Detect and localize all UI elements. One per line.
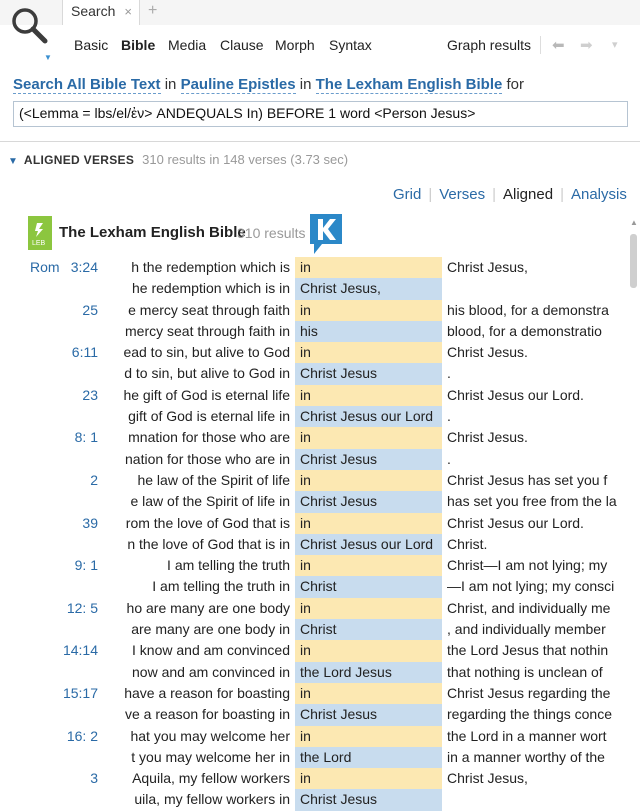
- left-context: [110, 408, 290, 424]
- toolbar-divider: [540, 36, 541, 54]
- table-row[interactable]: [0, 427, 628, 448]
- right-context: blood, for a demonstratio: [447, 322, 602, 339]
- aligned-match[interactable]: in: [295, 300, 442, 321]
- view-verses-link[interactable]: Verses: [439, 186, 486, 203]
- table-row[interactable]: [0, 278, 628, 299]
- left-context: [110, 280, 290, 296]
- left-context-text: nation for those who are in: [125, 450, 290, 467]
- right-context: Christ Jesus our Lord.: [447, 514, 584, 531]
- scroll-up-icon[interactable]: ▲: [630, 218, 638, 227]
- left-context: [110, 536, 290, 552]
- left-context: [110, 770, 290, 786]
- aligned-match[interactable]: in: [295, 427, 442, 448]
- right-context: .: [447, 450, 451, 467]
- left-context-text: Aquila, my fellow workers: [132, 770, 290, 787]
- resource-results-count: 310 results: [237, 225, 306, 241]
- table-row[interactable]: [0, 406, 628, 427]
- verse-reference[interactable]: 8: 1: [74, 429, 98, 446]
- table-row[interactable]: [0, 300, 628, 321]
- query-in-text: in: [295, 76, 316, 93]
- table-row[interactable]: [0, 321, 628, 342]
- view-analysis-link[interactable]: Analysis: [570, 186, 627, 203]
- table-row[interactable]: [0, 683, 628, 704]
- section-title: ALIGNED VERSES: [23, 153, 135, 167]
- table-row[interactable]: [0, 534, 628, 555]
- chevron-down-icon[interactable]: ▼: [44, 53, 52, 62]
- aligned-match[interactable]: Christ Jesus: [295, 704, 442, 725]
- left-context: [110, 451, 290, 467]
- left-context: [110, 323, 290, 339]
- aligned-match[interactable]: in: [295, 640, 442, 661]
- right-context: Christ Jesus,: [447, 770, 528, 787]
- view-aligned-link[interactable]: Aligned: [503, 186, 554, 203]
- left-context-text: n the love of God that is in: [127, 535, 290, 552]
- left-context-text: gift of God is eternal life in: [128, 408, 290, 425]
- results-count: 310 results in 148 verses (3.73 sec): [142, 152, 349, 167]
- right-context: that nothing is unclean of: [447, 663, 603, 680]
- table-row[interactable]: [0, 491, 628, 512]
- verse-reference[interactable]: 9: 1: [74, 557, 98, 574]
- aligned-match[interactable]: in: [295, 555, 442, 576]
- verse-reference[interactable]: 39: [82, 514, 98, 531]
- aligned-match[interactable]: in: [295, 513, 442, 534]
- table-row[interactable]: [0, 470, 628, 491]
- right-context: , and individually member: [447, 621, 606, 638]
- aligned-match[interactable]: Christ Jesus: [295, 363, 442, 384]
- left-context-text: I know and am convinced: [132, 642, 290, 659]
- tab-clause[interactable]: Clause: [220, 37, 264, 53]
- right-context: Christ Jesus,: [447, 259, 528, 275]
- left-context-text: e law of the Spirit of life in: [130, 493, 290, 510]
- right-context: .: [447, 365, 451, 382]
- left-context: [110, 685, 290, 701]
- verse-reference[interactable]: 16: 2: [66, 727, 98, 744]
- left-context-text: h the redemption which is: [131, 259, 290, 275]
- right-context: Christ—I am not lying; my: [447, 557, 608, 574]
- graph-results-button[interactable]: Graph results: [447, 37, 532, 53]
- left-context-text: ead to sin, but alive to God: [123, 344, 290, 361]
- aligned-match[interactable]: Christ: [295, 576, 442, 597]
- table-row[interactable]: [0, 513, 628, 534]
- verse-reference[interactable]: 12: 5: [66, 599, 98, 616]
- right-context: his blood, for a demonstra: [447, 301, 609, 318]
- right-context: Christ Jesus has set you f: [447, 471, 608, 488]
- book-abbrev[interactable]: Rom: [30, 259, 60, 275]
- table-row[interactable]: [0, 257, 628, 278]
- left-context: [110, 791, 290, 807]
- left-context: [110, 302, 290, 318]
- left-context-text: t you may welcome her in: [131, 748, 290, 765]
- left-context: [110, 578, 290, 594]
- logos-k-icon: [310, 214, 342, 254]
- table-row[interactable]: [0, 662, 628, 683]
- aligned-match[interactable]: in: [295, 598, 442, 619]
- view-switcher: Grid | Verses | Aligned | Analysis: [393, 186, 627, 203]
- right-context: regarding the things conce: [447, 706, 612, 723]
- forward-arrow-icon[interactable]: ➡: [580, 37, 593, 54]
- left-context-text: he law of the Spirit of life: [137, 471, 290, 488]
- table-row[interactable]: [0, 619, 628, 640]
- aligned-match[interactable]: Christ Jesus: [295, 491, 442, 512]
- right-context: Christ Jesus our Lord.: [447, 386, 584, 403]
- left-context: [110, 706, 290, 722]
- verse-reference[interactable]: 2: [90, 471, 98, 488]
- left-context: [110, 493, 290, 509]
- aligned-match[interactable]: in: [295, 683, 442, 704]
- left-context-text: ve a reason for boasting in: [125, 706, 290, 723]
- right-context: the Lord in a manner wort: [447, 727, 607, 744]
- left-context-text: I am telling the truth in: [152, 578, 290, 595]
- close-icon[interactable]: ×: [124, 4, 132, 19]
- left-context-text: d to sin, but alive to God in: [124, 365, 290, 382]
- aligned-match[interactable]: his: [295, 321, 442, 342]
- left-context-text: now and am convinced in: [132, 663, 290, 680]
- aligned-match[interactable]: in: [295, 385, 442, 406]
- table-row[interactable]: [0, 704, 628, 725]
- table-row[interactable]: [0, 576, 628, 597]
- query-in-text: in: [160, 76, 181, 93]
- tab-media[interactable]: Media: [168, 37, 207, 53]
- left-context-text: he gift of God is eternal life: [123, 386, 290, 403]
- right-context: the Lord Jesus that nothin: [447, 642, 609, 659]
- left-context-text: e mercy seat through faith: [128, 301, 290, 318]
- table-row[interactable]: [0, 342, 628, 363]
- right-context: Christ Jesus regarding the: [447, 684, 611, 701]
- aligned-match[interactable]: Christ Jesus: [295, 789, 442, 810]
- query-description: [13, 76, 524, 93]
- aligned-match[interactable]: Christ: [295, 619, 442, 640]
- back-arrow-icon[interactable]: ⬅: [552, 37, 565, 54]
- resource-title[interactable]: The Lexham English Bible: [59, 224, 246, 241]
- left-context: [110, 472, 290, 488]
- tab-morph[interactable]: Morph: [275, 37, 315, 53]
- left-context-text: hat you may welcome her: [130, 727, 290, 744]
- right-context: —I am not lying; my consci: [447, 578, 615, 595]
- verse-reference[interactable]: 15:17: [62, 684, 98, 701]
- leb-resource-icon: [28, 216, 52, 250]
- left-context: [110, 642, 290, 658]
- right-context: Christ Jesus.: [447, 344, 528, 361]
- table-row[interactable]: [0, 768, 628, 789]
- scrollbar-thumb[interactable]: [630, 234, 637, 288]
- aligned-match[interactable]: in: [295, 768, 442, 789]
- search-scope-link[interactable]: Search All Bible Text: [13, 76, 161, 93]
- left-context: [110, 557, 290, 573]
- left-context: [110, 429, 290, 445]
- collapse-triangle-icon[interactable]: ▼: [8, 156, 18, 167]
- tab-basic[interactable]: Basic: [74, 37, 109, 53]
- left-context: [110, 600, 290, 616]
- right-context: has set you free from the la: [447, 493, 617, 510]
- left-context-text: I am telling the truth: [167, 557, 290, 574]
- aligned-verses-list: [0, 257, 628, 811]
- table-row[interactable]: [0, 449, 628, 470]
- table-row[interactable]: [0, 789, 628, 810]
- table-row[interactable]: [0, 726, 628, 747]
- aligned-match[interactable]: Christ Jesus: [295, 449, 442, 470]
- left-context-text: rom the love of God that is: [125, 514, 290, 531]
- tab-label: Search: [71, 3, 116, 19]
- right-context: Christ Jesus.: [447, 429, 528, 446]
- left-context-text: mercy seat through faith in: [125, 322, 290, 339]
- left-context: [110, 344, 290, 360]
- tab-strip: [0, 0, 640, 25]
- left-context: [110, 728, 290, 744]
- table-row[interactable]: [0, 598, 628, 619]
- new-tab-icon[interactable]: +: [148, 2, 158, 19]
- left-context-text: mnation for those who are: [128, 429, 290, 446]
- right-context: in a manner worthy of the: [447, 748, 605, 765]
- left-context: [110, 664, 290, 680]
- resource-link[interactable]: The Lexham English Bible: [315, 76, 503, 93]
- left-context-text: have a reason for boasting: [124, 684, 290, 701]
- aligned-match[interactable]: the Lord Jesus: [295, 662, 442, 683]
- verse-reference[interactable]: 14:14: [62, 642, 98, 659]
- verse-reference[interactable]: 3:24: [70, 259, 98, 275]
- table-row[interactable]: [0, 640, 628, 661]
- verse-reference[interactable]: 25: [82, 301, 98, 318]
- left-context-text: he redemption which is in: [132, 280, 290, 297]
- tab-bible[interactable]: Bible: [121, 37, 156, 53]
- chevron-down-icon[interactable]: ▾: [612, 39, 618, 51]
- table-row[interactable]: [0, 363, 628, 384]
- divider: [0, 141, 640, 142]
- left-context: [110, 515, 290, 531]
- aligned-match[interactable]: Christ Jesus our Lord: [295, 534, 442, 555]
- right-context: Christ.: [447, 535, 488, 552]
- aligned-match[interactable]: in: [295, 470, 442, 491]
- left-context: [110, 621, 290, 637]
- query-for-text: for: [502, 76, 525, 93]
- table-row[interactable]: [0, 385, 628, 406]
- tab-search[interactable]: [62, 0, 140, 25]
- aligned-match[interactable]: Christ Jesus,: [295, 278, 442, 299]
- leb-icon-label: LEB: [32, 240, 46, 247]
- search-icon[interactable]: [10, 6, 50, 46]
- right-context: .: [447, 408, 451, 425]
- scrollbar[interactable]: [628, 222, 640, 812]
- left-context: [110, 365, 290, 381]
- verse-reference[interactable]: 23: [82, 386, 98, 403]
- aligned-match[interactable]: Christ Jesus our Lord: [295, 406, 442, 427]
- aligned-match[interactable]: in: [295, 342, 442, 363]
- left-context-text: ho are many are one body: [126, 599, 290, 616]
- left-context: [110, 749, 290, 765]
- left-context: [110, 259, 290, 275]
- section-header[interactable]: [8, 152, 348, 167]
- table-row[interactable]: [0, 747, 628, 768]
- left-context: [110, 387, 290, 403]
- left-context-text: are many are one body in: [131, 621, 290, 638]
- verse-reference[interactable]: 3: [90, 770, 98, 787]
- aligned-match[interactable]: the Lord: [295, 747, 442, 768]
- view-grid-link[interactable]: Grid: [393, 186, 422, 203]
- aligned-match[interactable]: in: [295, 257, 442, 278]
- left-context-text: uila, my fellow workers in: [134, 791, 290, 808]
- table-row[interactable]: [0, 555, 628, 576]
- right-context: Christ, and individually me: [447, 599, 611, 616]
- tab-syntax[interactable]: Syntax: [329, 37, 372, 53]
- verse-reference[interactable]: 6:11: [71, 344, 98, 361]
- aligned-match[interactable]: in: [295, 726, 442, 747]
- range-link[interactable]: Pauline Epistles: [180, 76, 296, 93]
- search-input[interactable]: (<Lemma = lbs/el/ἐν> ANDEQUALS In) BEFORE 1 word <Person Jesus>: [13, 101, 628, 127]
